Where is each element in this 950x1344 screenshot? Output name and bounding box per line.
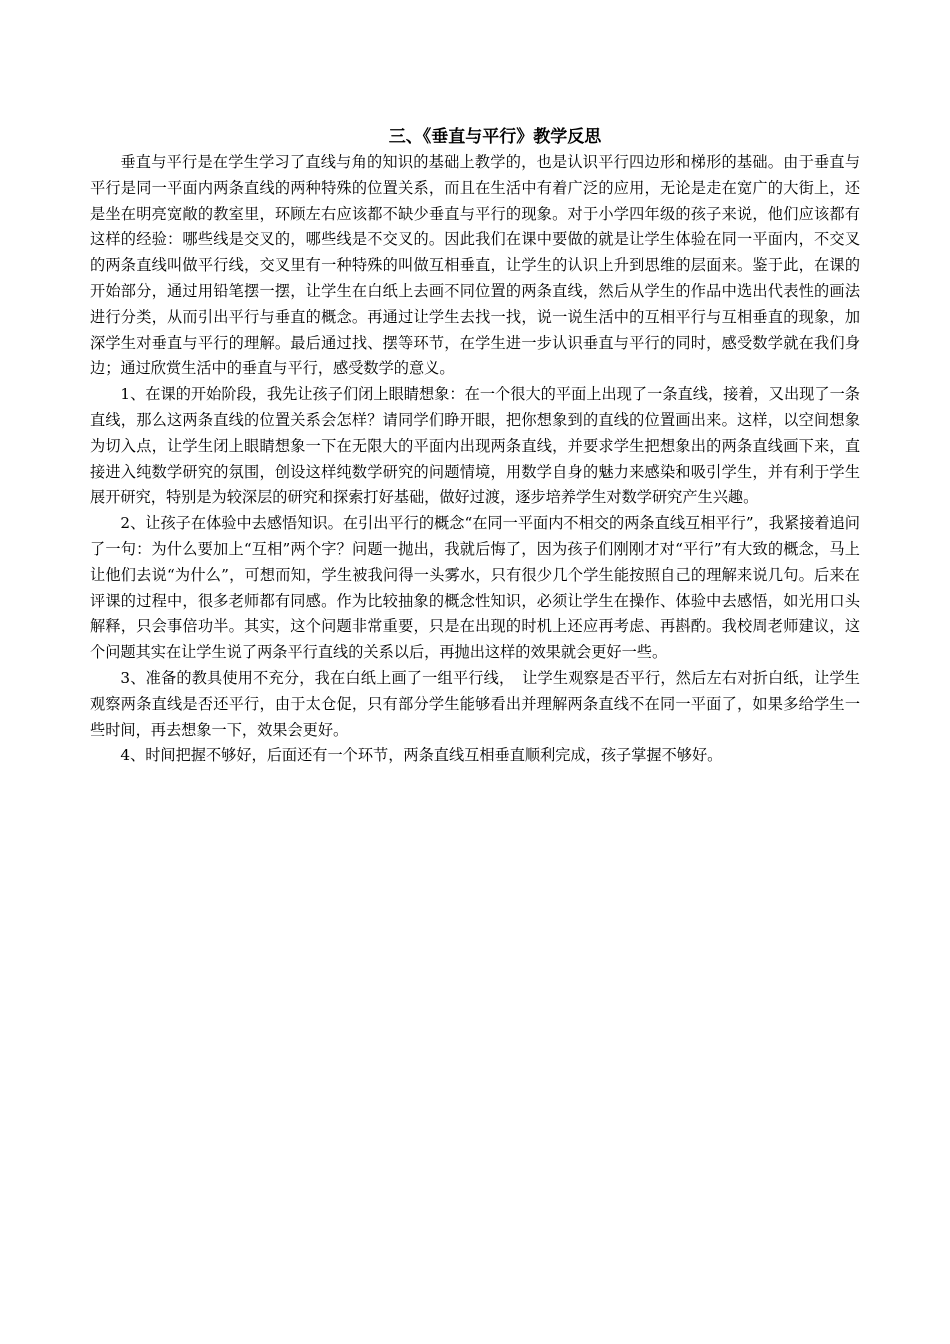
paragraph-intro: 垂直与平行是在学生学习了直线与角的知识的基础上教学的，也是认识平行四边形和梯形的基础。由于垂直与平行是同一平面内两条直线的两种特殊的位置关系，而且在生活中有着广泛的应用，无论是走在宽广的大街上，还是坐在明亮宽敞的教室里，环顾左右应该都不缺少垂直与平行的现象。对于小学四年级的孩子来说，他们应该都有这样的经验：哪些线是交叉的，哪些线是不交叉的。因此我们在课中要做的就是让学生体验在同一平面内，不交叉的两条直线叫做平行线，交叉里有一种特殊的叫做互相垂直，让学生的认识上升到思维的层面来。鉴于此，在课的开始部分，通过用铅笔摆一摆，让学生在白纸上去画不同位置的两条直线，然后从学生的作品中选出代表性的画法进行分类，从而引出平行与垂直的概念。再通过让学生去找一找，说一说生活中的互相平行与互相垂直的现象，加深学生对垂直与平行的理解。最后通过找、摆等环节，在学生进一步认识垂直与平行的同时，感受数学就在我们身边；通过欣赏生活中的垂直与平行，感受数学的意义。 [90,153,860,378]
document-page [90,124,860,769]
paragraph-point-3: 3、准备的教具使用不充分，我在白纸上画了一组平行线， 让学生观察是否平行，然后左右对折白纸，让学生观察两条直线是否还平行，由于太仓促，只有部分学生能够看出并理解两条直线不在同一平面了，如果多给学生一些时间，再去想象一下，效果会更好。 [90,668,860,739]
paragraph-point-1: 1、在课的开始阶段，我先让孩子们闭上眼睛想象：在一个很大的平面上出现了一条直线，接着，又出现了一条直线，那么这两条直线的位置关系会怎样？请同学们睁开眼，把你想象到的直线的位置画出来。这样，以空间想象为切入点，让学生闭上眼睛想象一下在无限大的平面内出现两条直线，并要求学生把想象出的两条直线画下来，直接进入纯数学研究的氛围，创设这样纯数学研究的问题情境，用数学自身的魅力来感染和吸引学生，并有利于学生展开研究，特别是为较深层的研究和探索打好基础，做好过渡，逐步培养学生对数学研究产生兴趣。 [90,385,860,507]
page-title: 三、《垂直与平行》教学反思 [388,127,602,147]
paragraph-point-2: 2、让孩子在体验中去感悟知识。在引出平行的概念“在同一平面内不相交的两条直线互相平行”，我紧接着追问了一句：为什么要加上“互相”两个字？问题一抛出，我就后悔了，因为孩子们刚刚才对“平行”有大致的概念，马上让他们去说“为什么”，可想而知，学生被我问得一头雾水，只有很少几个学生能按照自己的理解来说几句。后来在评课的过程中，很多老师都有同感。作为比较抽象的概念性知识，必须让学生在操作、体验中去感悟，如光用口头解释，只会事倍功半。其实，这个问题非常重要，只是在出现的时机上还应再考虑、再斟酌。我校周老师建议，这个问题其实在让学生说了两条平行直线的关系以后，再抛出这样的效果就会更好一些。 [90,514,860,662]
paragraph-point-4: 4、时间把握不够好，后面还有一个环节，两条直线互相垂直顺利完成，孩子掌握不够好。 [120,746,723,765]
